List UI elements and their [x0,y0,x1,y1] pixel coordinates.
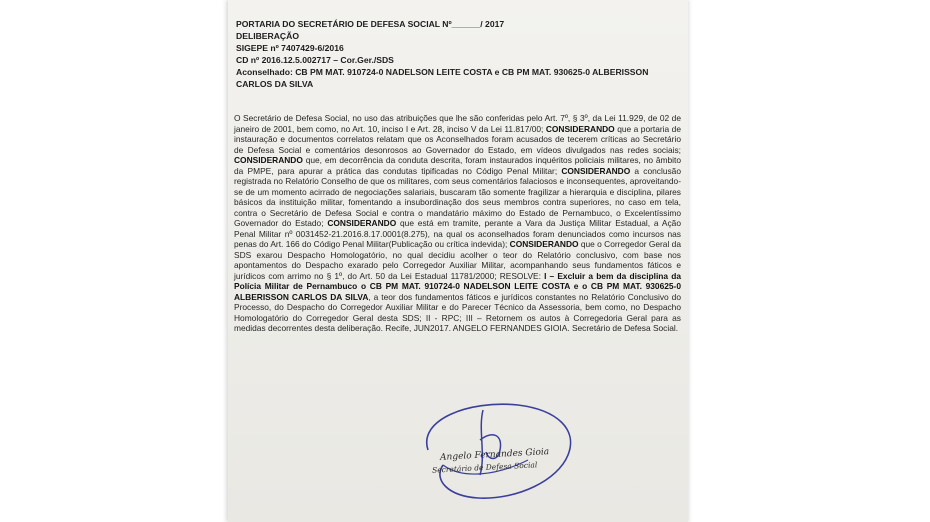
deliberacao-heading: DELIBERAÇÃO [236,31,300,41]
body-text: que o Corregedor Geral da SDS exarou Despacho Homologatório, no qual decidiu acolher o teor do Relatório conclusivo, com base nos apontamentos do Despacho exarado pelo Corregedor Auxiliar Militar, acompanhando seus fundamentos fáticos e jurídicos com arrimo no § 1º, do Art. 50 da Lei Estadual 11781/2000; RESOLVE: [234,239,681,281]
document-header [236,18,681,90]
body-text: que a portaria de instauração e documentos correlatos relatam que os Aconselhados foram acusados de tecerem críticas ao Secretário de Defesa Social e comentários desonrosos ao Governador do Estado, em vídeos divulgados nas redes sociais; [234,123,681,155]
signature-role: Secretário de Defesa Social [431,460,538,475]
body-text: que está em tramite, perante a Vara da Justiça Militar Estadual, a Ação Penal Militar nº 0031452-21.2016.8.17.0001(8.275), na qual os aconselhados foram denunciados como incursos nas penas do Art. 166 do Código Penal Militar(Publicação ou crítica indevida); [234,218,681,249]
body-text: que, em decorrência da conduta descrita, foram instaurados inquéritos policiais militares, no âmbito da PMPE, para apurar a prática das condutas tipificadas no Código Penal Militar; [234,155,681,176]
body-text: O Secretário de Defesa Social, no uso das atribuições que lhe são conferidas pelo Art. 7º, § 3º, da Lei 11.929, de 02 de janeiro de 2001, bem como, no Art. 10, inciso I e Art. 28, inciso V da Lei 11.817/00; [234,113,681,134]
considerando-keyword: CONSIDERANDO [561,165,631,176]
considerando-keyword: CONSIDERANDO [509,239,579,249]
body-text: , a teor dos fundamentos fáticos e jurídicos constantes no Relatório Conclusivo do Processo, do Despacho do Corregedor Auxiliar Militar e do Parecer Técnico da Assessoria, bem como, no Despacho Homologatório do Corregedor Geral desta SDS; II - RPC; III – Retornem os autos à Corregedoria Geral para as medidas decorrentes desta deliberação. Recife, JUN2017. ANGELO FERNANDES GIOIA. Secretário de Defesa Social. [234,291,681,333]
portaria-title: PORTARIA DO SECRETÁRIO DE DEFESA SOCIAL Nº______/ 2017 [236,19,505,29]
cd-number: CD nº 2016.12.5.002717 – Cor.Ger./SDS [236,55,394,65]
aconselhado-line: Aconselhado: CB PM MAT. 910724-0 NADELSON LEITE COSTA e CB PM MAT. 930625-0 ALBERISSON CARLOS DA SILVA [236,67,649,89]
considerando-keyword: CONSIDERANDO [234,155,303,165]
body-paragraph [234,113,681,334]
document-body [234,113,681,334]
considerando-keyword: CONSIDERANDO [545,123,615,134]
body-text: a conclusão registrada no Relatório Conselho de que os militares, com seus comentários falaciosos e inconsequentes, aproveitando-se de um momento acirrado de negociações salariais, buscaram tão somente fragilizar a hierarquia e disciplina, pilares básicos da instituição militar, fomentando a insubordinação dos seus membros contra superiores, no caso em tela, contra o Secretário de Defesa Social e contra o mandatário máximo do Estado de Pernambuco, o Excelentíssimo Governador do Estado; [234,165,681,228]
sigepe-number: SIGEPE nº 7407429-6/2016 [236,43,344,53]
document-page [228,0,688,522]
resolve-exclusion: I – Excluir a bem da disciplina da Polícia Militar de Pernambuco o CB PM MAT. 910724-0 NADELSON LEITE COSTA e o CB PM MAT. 930625-0 ALBERISSON CARLOS DA SILVA [234,270,681,302]
signature-name: Angelo Fernandes Gioia [439,447,550,463]
considerando-keyword: CONSIDERANDO [327,218,397,228]
